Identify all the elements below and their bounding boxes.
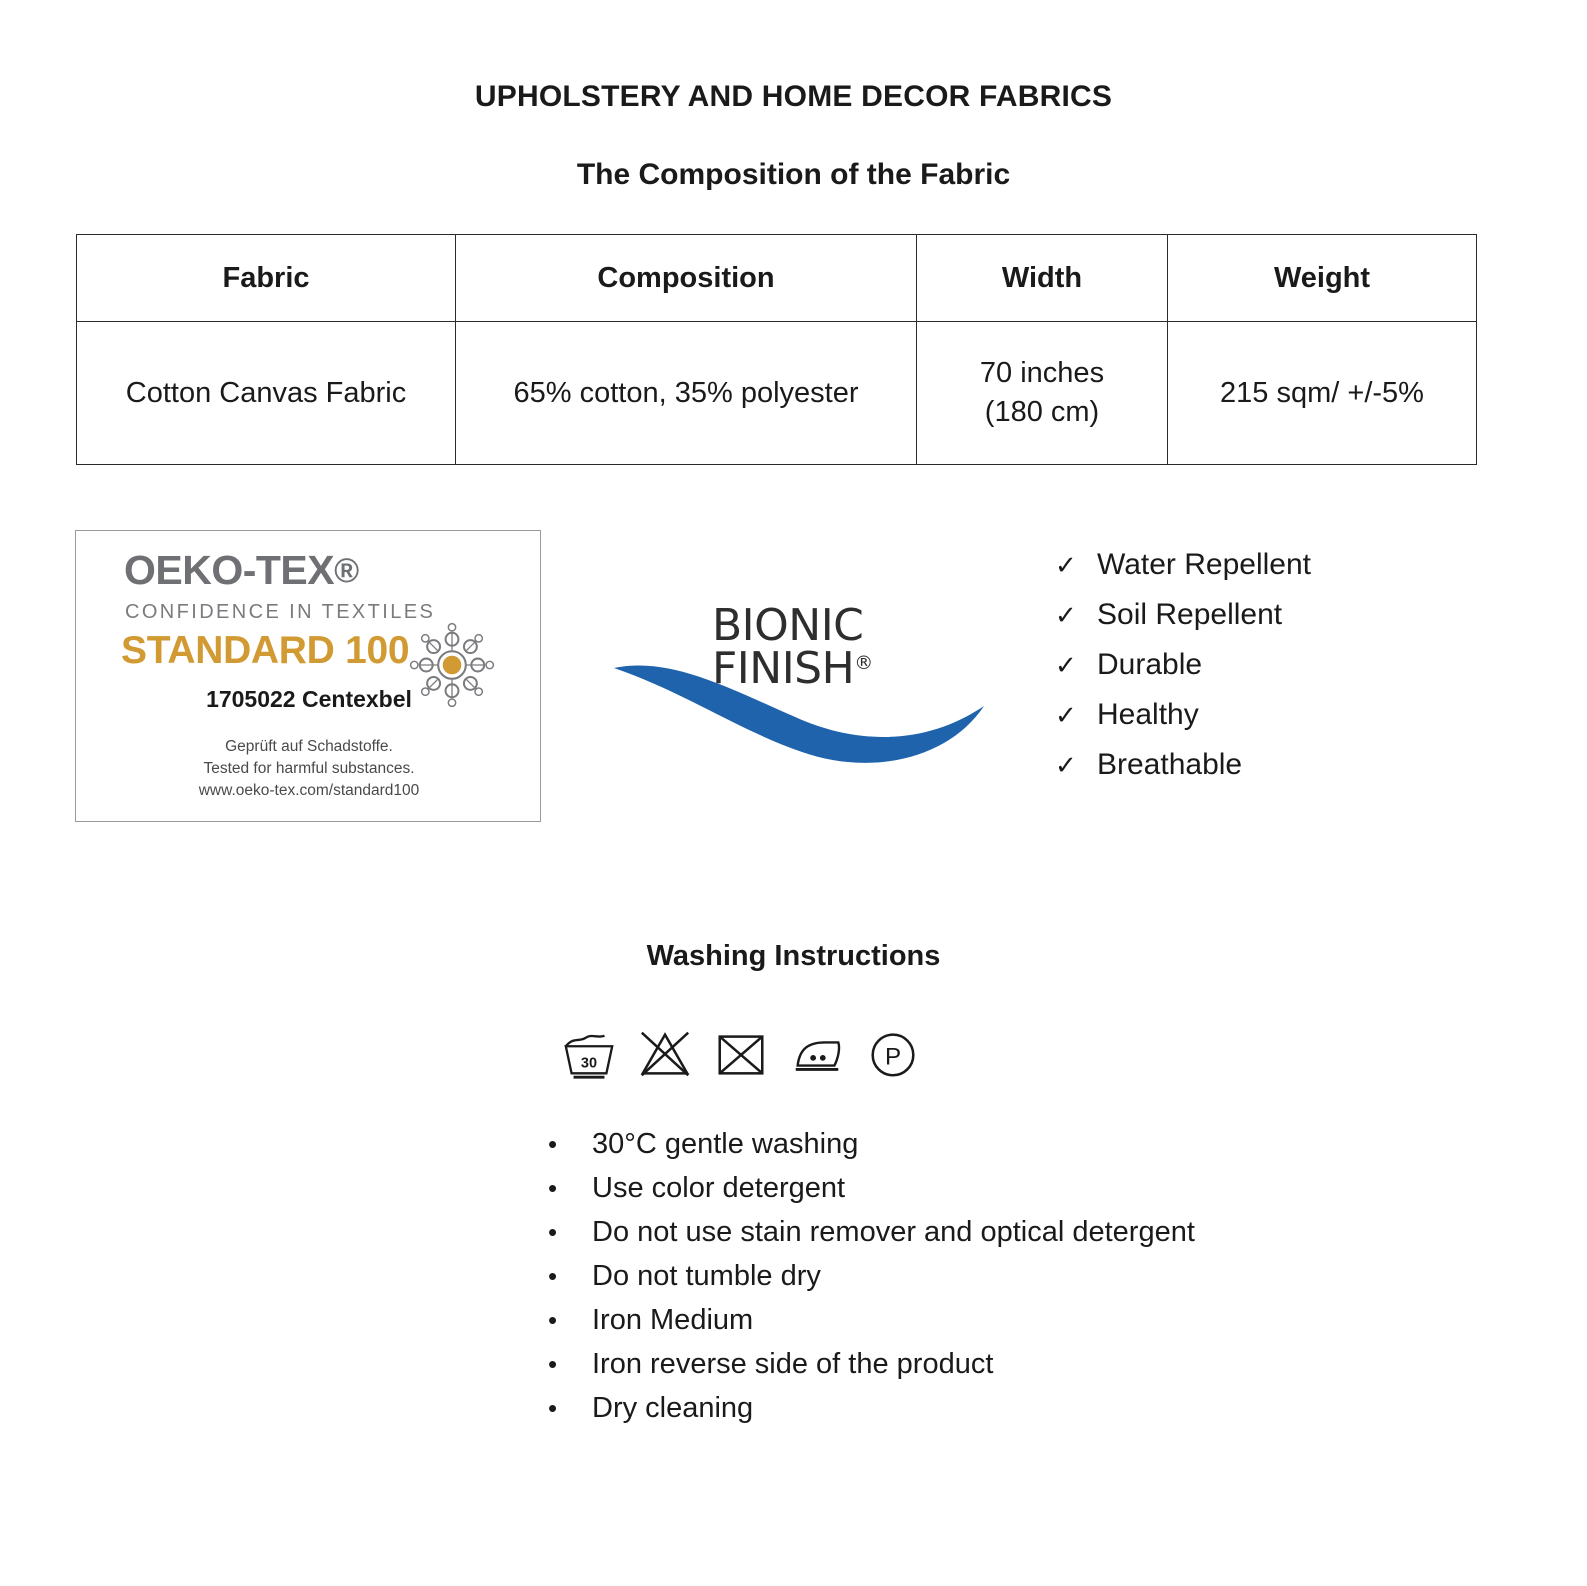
check-icon: ✓	[1055, 750, 1077, 780]
feature-label: Water Repellent	[1097, 548, 1311, 581]
bullet-icon: •	[548, 1393, 558, 1423]
table-row	[77, 322, 1477, 465]
bullet-icon: •	[548, 1217, 558, 1247]
list-item	[1055, 748, 1515, 782]
list-item	[1055, 648, 1515, 682]
cell-composition: 65% cotton, 35% polyester	[456, 322, 917, 465]
bullet-icon: •	[548, 1261, 558, 1291]
registered-trademark-icon: ®	[854, 652, 873, 675]
feature-label: Healthy	[1097, 698, 1199, 731]
list-item	[540, 1392, 1540, 1425]
feature-label: Soil Repellent	[1097, 598, 1283, 631]
oeko-tex-brand-text: OEKO-TEX	[124, 547, 335, 593]
check-icon: ✓	[1055, 700, 1077, 730]
oeko-tex-certificate-number: 1705022 Centexbel	[206, 686, 412, 712]
list-item	[1055, 548, 1515, 582]
list-item	[540, 1304, 1540, 1337]
iron-medium-symbol	[788, 1025, 846, 1088]
table-header-row	[77, 235, 1477, 322]
oeko-tex-fineprint	[76, 736, 542, 802]
bionic-finish-line2: FINISH	[712, 643, 855, 695]
cell-width-line2: (180 cm)	[984, 396, 1100, 428]
dry-clean-p-symbol	[864, 1025, 922, 1088]
list-item	[540, 1216, 1540, 1249]
washing-instruction-label: 30°C gentle washing	[592, 1128, 859, 1160]
check-icon: ✓	[1055, 650, 1077, 680]
washing-instruction-label: Do not tumble dry	[592, 1260, 821, 1292]
oeko-tex-fineprint-line1: Geprüft auf Schadstoffe.	[225, 738, 393, 755]
cell-fabric: Cotton Canvas Fabric	[77, 322, 456, 465]
list-item	[540, 1348, 1540, 1381]
list-item	[540, 1260, 1540, 1293]
bionic-swoosh-icon	[612, 648, 992, 768]
washing-instruction-label: Use color detergent	[592, 1172, 846, 1204]
wash-30-gentle-symbol	[560, 1025, 618, 1088]
bullet-icon: •	[548, 1349, 558, 1379]
registered-trademark-icon: ®	[334, 552, 359, 590]
care-symbols	[560, 1025, 922, 1088]
washing-instruction-label: Iron Medium	[592, 1304, 754, 1336]
table-header-width: Width	[917, 235, 1168, 322]
bullet-icon: •	[548, 1305, 558, 1335]
table-header-composition: Composition	[456, 235, 917, 322]
list-item	[1055, 598, 1515, 632]
oeko-tex-tagline: CONFIDENCE IN TEXTILES	[125, 601, 436, 623]
cell-width-line1: 70 inches	[979, 356, 1105, 389]
list-item	[540, 1172, 1540, 1205]
page-title: UPHOLSTERY AND HOME DECOR FABRICS	[474, 80, 1113, 113]
list-item	[540, 1128, 1540, 1161]
cell-weight: 215 sqm/ +/-5%	[1168, 322, 1477, 465]
do-not-bleach-symbol	[636, 1025, 694, 1088]
washing-instruction-label: Dry cleaning	[592, 1392, 754, 1424]
check-icon: ✓	[1055, 550, 1077, 580]
washing-instruction-label: Do not use stain remover and optical detergent	[592, 1216, 1195, 1248]
bionic-finish-logo	[612, 600, 1012, 770]
section-title-washing: Washing Instructions	[646, 940, 941, 972]
wash-temp-label: 30	[580, 1055, 598, 1072]
composition-table	[76, 234, 1477, 465]
check-icon: ✓	[1055, 600, 1077, 630]
washing-instruction-label: Iron reverse side of the product	[592, 1348, 994, 1380]
cell-width	[917, 322, 1168, 465]
bionic-finish-line1: BIONIC	[712, 600, 864, 651]
washing-instruction-list	[540, 1128, 1540, 1436]
feature-label: Durable	[1097, 648, 1203, 681]
dry-clean-letter: P	[884, 1043, 902, 1071]
table-header-fabric: Fabric	[77, 235, 456, 322]
bullet-icon: •	[548, 1129, 558, 1159]
feature-list	[1055, 548, 1515, 798]
oeko-tex-brand	[124, 547, 359, 594]
table-header-weight: Weight	[1168, 235, 1477, 322]
oeko-tex-fineprint-line3: www.oeko-tex.com/standard100	[198, 782, 420, 799]
list-item	[1055, 698, 1515, 732]
do-not-tumble-dry-symbol	[712, 1025, 770, 1088]
oeko-tex-label	[75, 530, 541, 822]
bullet-icon: •	[548, 1173, 558, 1203]
oeko-tex-standard: STANDARD 100	[121, 629, 410, 672]
feature-label: Breathable	[1097, 748, 1243, 781]
section-title-composition: The Composition of the Fabric	[576, 158, 1011, 191]
oeko-tex-fineprint-line2: Tested for harmful substances.	[203, 760, 415, 777]
